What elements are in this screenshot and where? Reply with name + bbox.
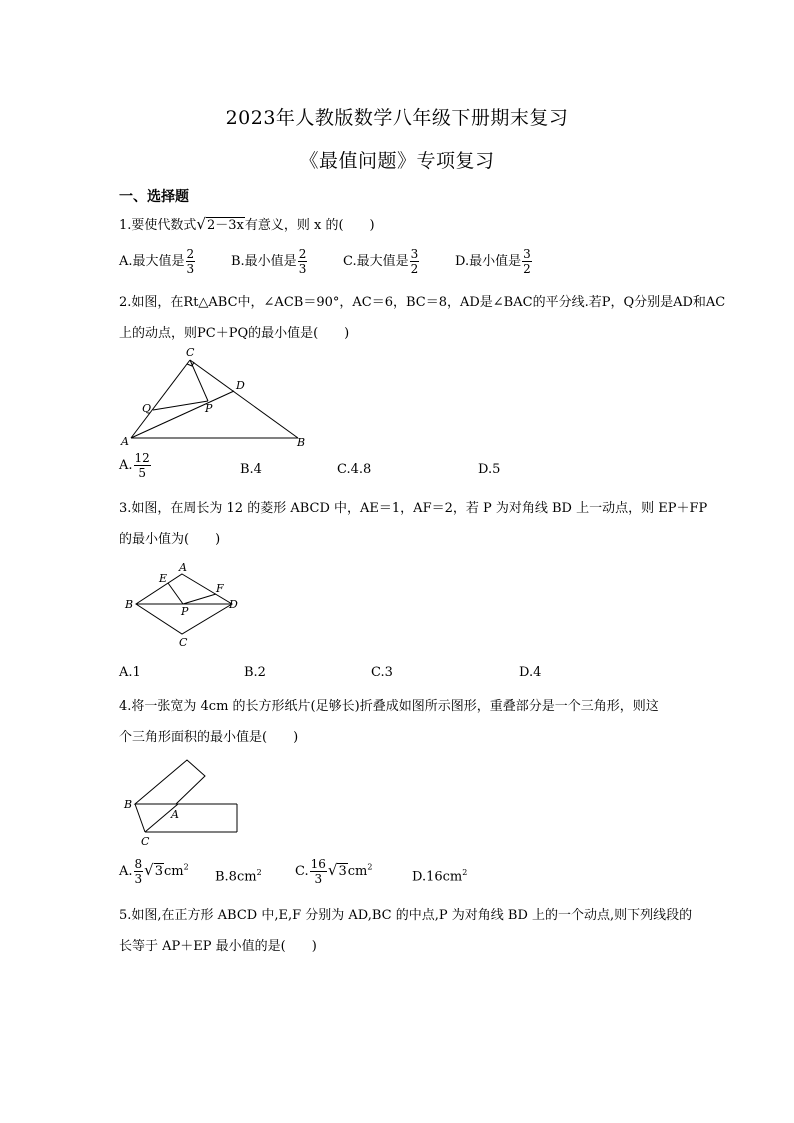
q1-option-b-label: B.最小值是	[231, 254, 297, 269]
q1-option-c	[343, 248, 420, 275]
exponent: 2	[462, 868, 468, 877]
label-e: E	[159, 572, 168, 585]
fraction	[522, 248, 532, 275]
fraction	[298, 248, 308, 275]
sqrt-expression: √3	[144, 861, 164, 879]
q3-option-a: A.1	[119, 665, 141, 680]
numerator: 2	[298, 247, 307, 261]
question-3-line-2: 的最小值为( )	[119, 532, 221, 547]
question-4-line-1: 4.将一张宽为 4cm 的长方形纸片(足够长)折叠成如图所示图形，重叠部分是一个三角形，则这	[119, 699, 659, 714]
label-p: P	[181, 605, 189, 618]
radicand: 3	[154, 864, 164, 879]
sqrt-expression: √3	[327, 861, 347, 879]
label-q: Q	[142, 402, 152, 415]
q3-option-b: B.2	[244, 665, 266, 680]
segment-ac	[131, 360, 190, 438]
q2-option-a	[119, 452, 152, 479]
q1-option-a-label: A.最大值是	[119, 254, 185, 269]
numerator: 12	[134, 451, 150, 465]
label-f: F	[216, 582, 224, 595]
unit: cm	[347, 864, 368, 879]
rhombus-figure-q3	[120, 558, 250, 650]
numerator: 16	[310, 857, 326, 871]
label-c: C	[179, 636, 188, 649]
denominator: 3	[134, 872, 143, 886]
label-b: B	[124, 798, 133, 811]
numerator: 8	[134, 857, 143, 871]
radicand: 3	[338, 864, 347, 879]
q2-option-a-label: A.	[119, 458, 133, 473]
q1-option-c-label: C.最大值是	[343, 254, 409, 269]
q4-option-a-label: A.	[119, 864, 133, 879]
exponent: 2	[183, 862, 189, 872]
segment-pf	[183, 594, 216, 604]
numerator: 3	[410, 247, 419, 261]
q4-option-d	[412, 868, 467, 884]
label-a: A	[171, 808, 179, 821]
label-d: D	[229, 598, 238, 611]
question-1	[119, 214, 375, 233]
unit: cm	[164, 864, 184, 879]
label-a: A	[121, 435, 129, 448]
fraction	[186, 248, 196, 275]
triangle-figure-q2	[115, 344, 315, 448]
denominator: 2	[523, 262, 531, 276]
label-b: B	[125, 598, 134, 611]
exponent: 2	[256, 868, 262, 877]
question-1-prefix: 1.要使代数式	[119, 218, 197, 233]
label-c: C	[141, 835, 150, 848]
q1-option-d-label: D.最小值是	[455, 254, 522, 269]
label-a: A	[179, 561, 187, 574]
page-title: 2023年人教版数学八年级下册期末复习	[225, 107, 569, 129]
q4-option-a	[119, 858, 189, 885]
denominator: 5	[138, 466, 146, 480]
segment-cb	[190, 360, 298, 438]
sqrt-expression: √2－3x	[196, 215, 244, 233]
fraction	[134, 858, 144, 885]
radicand: 2－3x	[206, 218, 244, 233]
question-5-line-2: 长等于 AP＋EP 最小值的是( )	[119, 939, 317, 954]
q4-option-d-label: D.16cm	[412, 869, 463, 885]
label-b: B	[297, 436, 306, 448]
question-5-line-1: 5.如图,在正方形 ABCD 中,E,F 分别为 AD,BC 的中点,P 为对角线 BD 上的一个动点,则下列线段的	[119, 908, 693, 923]
q2-option-c: C.4.8	[337, 462, 372, 477]
q4-option-b	[215, 868, 262, 884]
fraction	[410, 248, 420, 275]
label-d: D	[236, 379, 245, 392]
q2-option-b: B.4	[240, 462, 262, 477]
q4-option-c	[295, 858, 372, 885]
q2-option-d: D.5	[478, 462, 501, 477]
question-1-suffix: 有意义，则 x 的( )	[244, 218, 375, 233]
section-heading: 一、选择题	[119, 189, 189, 205]
fraction	[134, 452, 151, 479]
denominator: 3	[186, 262, 195, 276]
question-2-line-2: 上的动点，则PC＋PQ的最小值是( )	[119, 326, 350, 341]
q1-option-b	[231, 248, 308, 275]
numerator: 2	[186, 247, 195, 261]
denominator: 3	[298, 262, 307, 276]
q1-option-d	[455, 248, 533, 275]
q4-option-c-label: C.	[295, 864, 309, 879]
q1-option-a	[119, 248, 196, 275]
numerator: 3	[523, 247, 531, 261]
denominator: 3	[314, 872, 323, 886]
question-3-line-1: 3.如图，在周长为 12 的菱形 ABCD 中，AE＝1，AF＝2，若 P 为对角线 BD 上一动点，则 EP＋FP	[119, 501, 708, 516]
fraction	[310, 858, 327, 885]
label-c: C	[186, 346, 195, 359]
q3-option-d: D.4	[519, 665, 542, 680]
denominator: 2	[410, 262, 419, 276]
folded-strip-upper	[135, 760, 205, 804]
q3-option-c: C.3	[371, 665, 393, 680]
exponent: 2	[367, 862, 373, 872]
q4-option-b-label: B.8cm	[215, 869, 257, 885]
segment-qp	[153, 401, 208, 410]
segment-bc	[135, 804, 145, 832]
folded-paper-figure-q4	[118, 752, 244, 848]
question-2-line-1: 2.如图，在Rt△ABC中，∠ACB＝90°，AC＝6，BC＝8，AD是∠BAC的平分线.若P，Q分别是AD和AC	[119, 295, 726, 310]
label-p: P	[205, 402, 213, 415]
segment-ep	[168, 583, 183, 604]
page-subtitle: 《最值问题》专项复习	[299, 150, 495, 172]
question-4-line-2: 个三角形面积的最小值是( )	[119, 730, 299, 745]
